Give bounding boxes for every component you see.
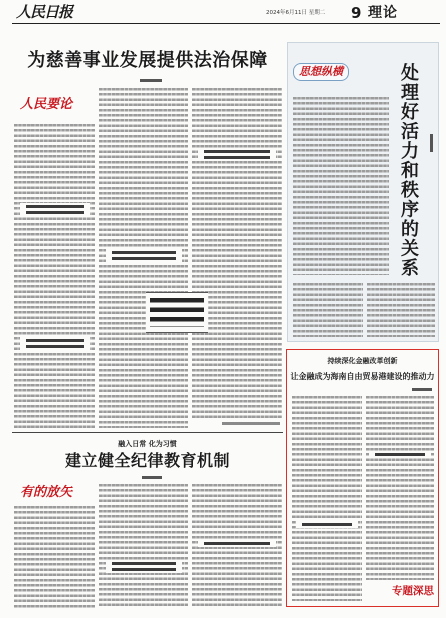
feature-column-label: 专题深思 bbox=[392, 585, 434, 597]
lower-article-byline bbox=[142, 476, 162, 479]
lead-subheading bbox=[106, 249, 182, 262]
sidebar-text-block bbox=[367, 283, 435, 337]
lead-article-column-1 bbox=[14, 124, 95, 428]
sidebar-headline: 处理好活力和秩序的关系 bbox=[398, 63, 419, 278]
feature-kicker: 持续深化金融改革创新 bbox=[327, 357, 398, 365]
lead-subheading bbox=[198, 148, 276, 161]
lower-subheading bbox=[198, 540, 276, 547]
header-rule bbox=[12, 23, 440, 24]
lower-subheading bbox=[106, 560, 182, 573]
sidebar-byline bbox=[430, 134, 433, 152]
feature-text-column-1 bbox=[292, 396, 362, 601]
page-number: 9 bbox=[351, 4, 362, 22]
author-note bbox=[222, 422, 280, 425]
section-divider bbox=[12, 432, 283, 433]
lead-article-column-3 bbox=[192, 88, 282, 418]
feature-subheading bbox=[296, 521, 358, 528]
lower-column-logo: 有的放矢 bbox=[20, 485, 73, 500]
lead-column-logo: 人民要论 bbox=[20, 97, 73, 112]
lead-pull-quote bbox=[146, 292, 208, 333]
lower-article-headline: 建立健全纪律教育机制 bbox=[64, 451, 230, 470]
lower-article-column-2 bbox=[99, 484, 188, 608]
sidebar-text-block bbox=[293, 283, 363, 337]
issue-date: 2024年6月11日 星期二 bbox=[266, 10, 326, 16]
lead-article-byline bbox=[140, 79, 162, 82]
lower-article-column-1 bbox=[14, 506, 95, 608]
lead-subheading bbox=[20, 337, 90, 350]
masthead-logo: 人民日报 bbox=[16, 3, 73, 21]
feature-byline bbox=[412, 388, 432, 391]
sidebar-commentary bbox=[287, 42, 439, 342]
lower-article-kicker: 融入日常 化为习惯 bbox=[118, 440, 177, 448]
page-section-title: 理论 bbox=[368, 5, 398, 21]
feature-headline: 让金融成为海南自由贸易港建设的推动力 bbox=[290, 372, 435, 381]
lead-subheading bbox=[20, 203, 90, 216]
feature-text-column-2 bbox=[366, 396, 434, 580]
feature-subheading bbox=[369, 451, 431, 458]
lead-article-headline: 为慈善事业发展提供法治保障 bbox=[27, 50, 268, 71]
sidebar-text-block bbox=[293, 97, 389, 275]
sidebar-column-logo: 思想纵横 bbox=[293, 63, 349, 81]
feature-box bbox=[286, 349, 439, 607]
